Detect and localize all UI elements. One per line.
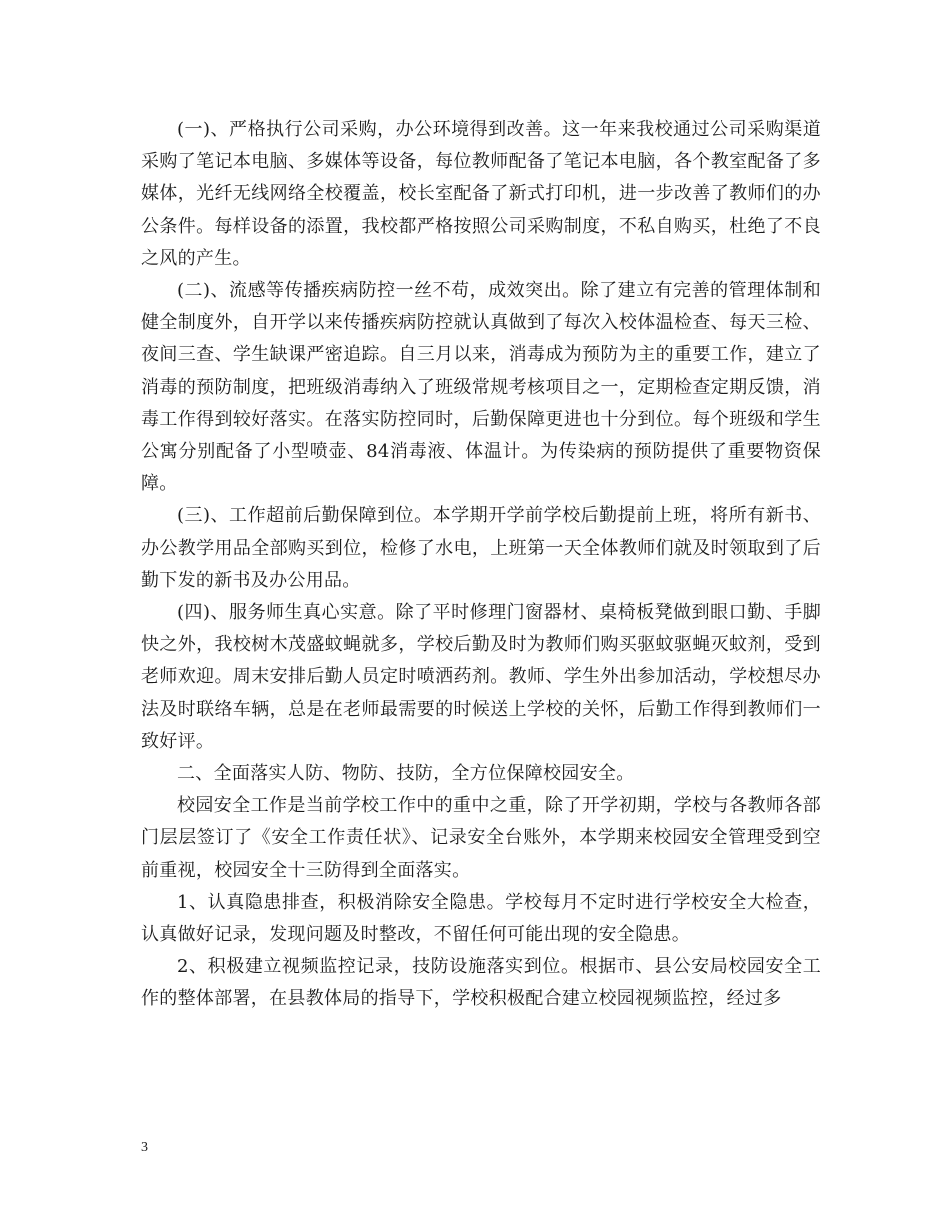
paragraph-hazard-check: 1、认真隐患排查，积极消除安全隐患。学校每月不定时进行学校安全大检查，认真做好记录，发现问题及时整改，不留任何可能出现的安全隐患。 <box>141 891 821 946</box>
paragraph-service: (四)、服务师生真心实意。除了平时修理门窗器材、桌椅板凳做到眼口勤、手脚快之外，我校树木茂盛蚊蝇就多，学校后勤及时为教师们购买驱蚊驱蝇灭蚊剂，受到老师欢迎。周末安排后勤人员定时喷洒药剂。教师、学生外出参加活动，学校想尽办法及时联络车辆，总是在老师最需要的时候送上学校的关怀，后勤工作得到教师们一致好评。 <box>141 602 821 752</box>
paragraph-logistics: (三)、工作超前后勤保障到位。本学期开学前学校后勤提前上班，将所有新书、办公教学用品全部购买到位，检修了水电，上班第一天全体教师们就及时领取到了后勤下发的新书及办公用品。 <box>141 505 821 591</box>
page-number: 3 <box>141 1140 148 1155</box>
paragraph-campus-safety: 校园安全工作是当前学校工作中的重中之重，除了开学初期，学校与各教师各部门层层签订了《安全工作责任状》、记录安全台账外，本学期来校园安全管理受到空前重视，校园安全十三防得到全面落实。 <box>141 795 821 881</box>
document-body <box>141 114 821 1016</box>
paragraph-disease-control: (二)、流感等传播疾病防控一丝不苟，成效突出。除了建立有完善的管理体制和健全制度外，自开学以来传播疾病防控就认真做到了每次入校体温检查、每天三检、夜间三查、学生缺课严密追踪。自三月以来，消毒成为预防为主的重要工作，建立了消毒的预防制度，把班级消毒纳入了班级常规考核项目之一，定期检查定期反馈，消毒工作得到较好落实。在落实防控同时，后勤保障更进也十分到位。每个班级和学生公寓分别配备了小型喷壶、84消毒液、体温计。为传染病的预防提供了重要物资保障。 <box>141 280 821 495</box>
section-heading-safety: 二、全面落实人防、物防、技防，全方位保障校园安全。 <box>177 763 635 785</box>
paragraph-video-monitoring: 2、积极建立视频监控记录，技防设施落实到位。根据市、县公安局校园安全工作的整体部署，在县教体局的指导下，学校积极配合建立校园视频监控，经过多 <box>141 956 821 1010</box>
paragraph-procurement: (一)、严格执行公司采购，办公环境得到改善。这一年来我校通过公司采购渠道采购了笔记本电脑、多媒体等设备，每位教师配备了笔记本电脑，各个教室配备了多媒体，光纤无线网络全校覆盖，校长室配备了新式打印机，进一步改善了教师们的办公条件。每样设备的添置，我校都严格按照公司采购制度，不私自购买，杜绝了不良之风的产生。 <box>141 119 821 269</box>
